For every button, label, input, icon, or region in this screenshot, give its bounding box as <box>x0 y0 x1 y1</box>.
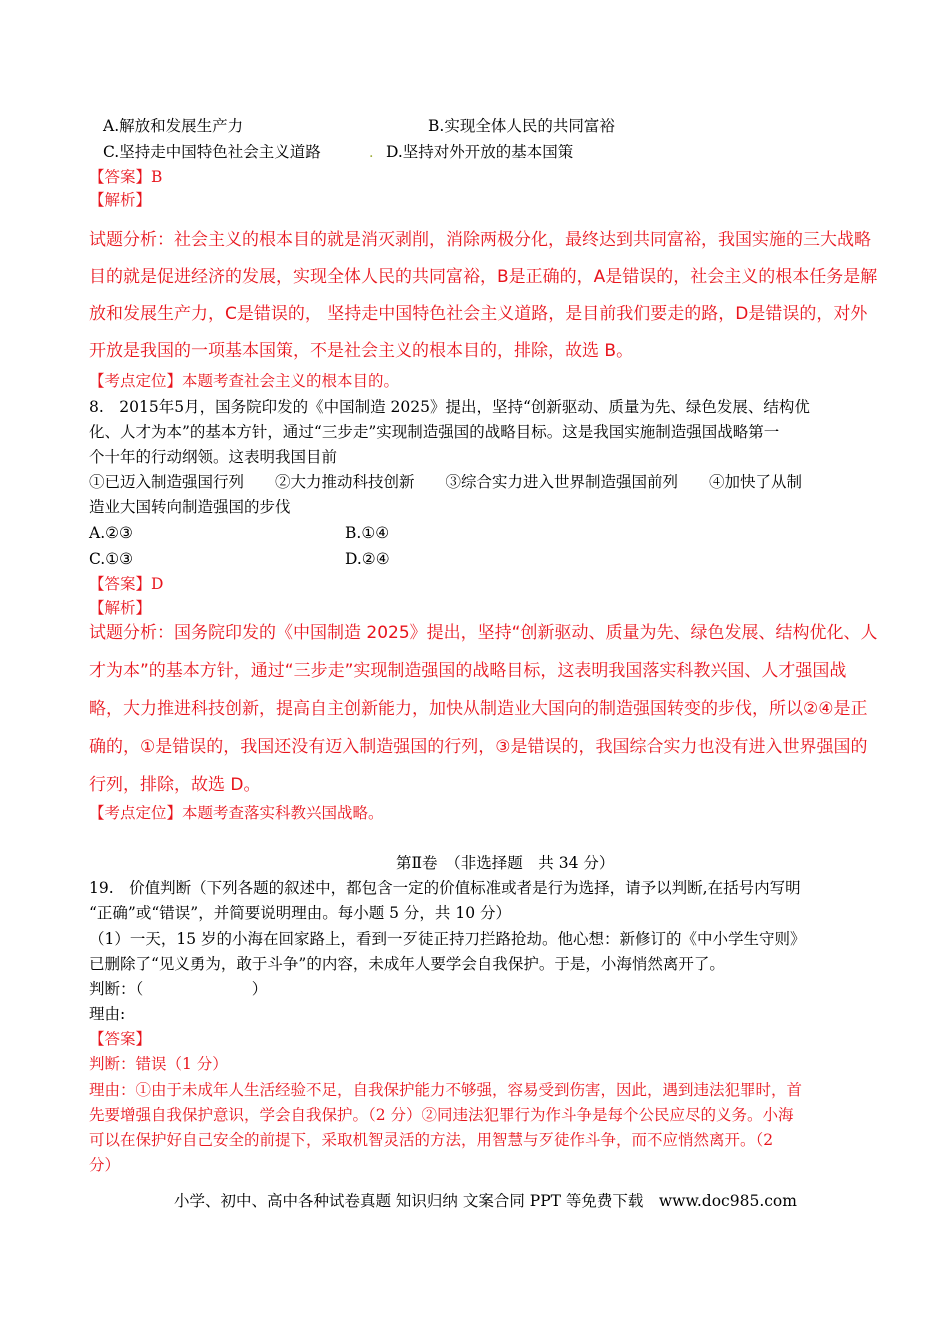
q19-answer-reason-line: 分） <box>89 1156 121 1174</box>
q7-kaodian: 【考点定位】本题考查社会主义的根本目的。 <box>89 372 400 390</box>
q19-answer-reason-line: 可以在保护好自己安全的前提下，采取机智灵活的方法，用智慧与歹徒作斗争，而不应悄然离开。（2 <box>89 1131 774 1149</box>
q19-answer-title: 【答案】 <box>89 1030 152 1048</box>
q8-statements: ①已迈入制造强国行列 ②大力推动科技创新 ③综合实力进入世界制造强国前列 ④加快了从制 <box>89 473 803 491</box>
q7-option-c: C.坚持走中国特色社会主义道路 <box>103 143 321 161</box>
q19-answer-judge: 判断：错误（1 分） <box>89 1055 228 1073</box>
q8-answer: 【答案】D <box>89 575 164 593</box>
q8-analysis-line: 行列，排除，故选 D。 <box>89 775 261 795</box>
q7-analysis-title: 【解析】 <box>89 191 152 209</box>
q8-option-a: A.②③ <box>89 524 133 542</box>
q7-option-a: A.解放和发展生产力 <box>103 117 244 135</box>
q8-kaodian: 【考点定位】本题考查落实科教兴国战略。 <box>89 804 384 822</box>
q8-stem-line: 个十年的行动纲领。这表明我国目前 <box>89 448 338 466</box>
section-title: 第Ⅱ卷 （非选择题 共 34 分） <box>396 854 615 872</box>
q8-analysis-line: 确的，①是错误的，我国还没有迈入制造强国的行列，③是错误的，我国综合实力也没有进入世界强国的 <box>89 737 868 757</box>
q7-analysis-line: 开放是我国的一项基本国策，不是社会主义的根本目的，排除，故选 B。 <box>89 341 634 361</box>
q8-stem-line: 化、人才为本”的基本方针，通过“三步走”实现制造强国的战略目标。这是我国实施制造强国战略第一 <box>89 423 780 441</box>
q7-option-b: B.实现全体人民的共同富裕 <box>428 117 615 135</box>
q19-judge-label: 判断：（ ） <box>89 980 268 998</box>
q19-answer-reason-line: 先要增强自我保护意识，学会自我保护。（2 分）②同违法犯罪行为作斗争是每个公民应尽的义务。小海 <box>89 1106 794 1124</box>
q8-stem-line: 8. 2015年5月，国务院印发的《中国制造 2025》提出，坚持“创新驱动、质量为先、绿色发展、结构优 <box>89 398 810 416</box>
q7-option-d: D.坚持对外开放的基本国策 <box>386 143 574 161</box>
q8-statements: 造业大国转向制造强国的步伐 <box>89 498 291 516</box>
q7-answer: 【答案】B <box>89 168 163 186</box>
q8-analysis-line: 才为本”的基本方针，通过“三步走”实现制造强国的战略目标，这表明我国落实科教兴国、人才强国战 <box>89 661 847 681</box>
q19-sub1-line: （1）一天，15 岁的小海在回家路上，看到一歹徒正持刀拦路抢劫。他心想：新修订的《中小学生守则》 <box>89 930 806 948</box>
dot-mark: . <box>369 145 374 161</box>
q8-analysis-line: 试题分析：国务院印发的《中国制造 2025》提出，坚持“创新驱动、质量为先、绿色发展、结构优化、人 <box>89 623 878 643</box>
footer-text: 小学、初中、高中各种试卷真题 知识归纳 文案合同 PPT 等免费下载 www.doc985.com <box>174 1192 797 1210</box>
q8-analysis-title: 【解析】 <box>89 599 152 617</box>
q8-option-c: C.①③ <box>89 550 134 568</box>
q19-stem-line: 19. 价值判断（下列各题的叙述中，都包含一定的价值标准或者是行为选择，请予以判断,在括号内写明 <box>89 879 801 897</box>
q7-analysis-line: 放和发展生产力，C是错误的， 坚持走中国特色社会主义道路，是目前我们要走的路，D是错误的，对外 <box>89 304 868 324</box>
q19-sub1-line: 已删除了“见义勇为，敢于斗争”的内容，未成年人要学会自我保护。于是，小海悄然离开了。 <box>89 955 725 973</box>
q7-analysis-line: 试题分析：社会主义的根本目的就是消灭剥削，消除两极分化，最终达到共同富裕，我国实施的三大战略 <box>89 230 871 250</box>
q19-reason-label: 理由: <box>89 1005 126 1023</box>
q19-answer-reason-line: 理由：①由于未成年人生活经验不足，自我保护能力不够强，容易受到伤害，因此，遇到违法犯罪时，首 <box>89 1081 803 1099</box>
q19-stem-line: “正确”或“错误”，并简要说明理由。每小题 5 分，共 10 分） <box>89 904 511 922</box>
q8-analysis-line: 略，大力推进科技创新，提高自主创新能力，加快从制造业大国向的制造强国转变的步伐，所以②④是正 <box>89 699 868 719</box>
q8-option-b: B.①④ <box>345 524 390 542</box>
q7-analysis-line: 目的就是促进经济的发展，实现全体人民的共同富裕，B是正确的，A是错误的，社会主义的根本任务是解 <box>89 267 878 287</box>
q8-option-d: D.②④ <box>345 550 390 568</box>
